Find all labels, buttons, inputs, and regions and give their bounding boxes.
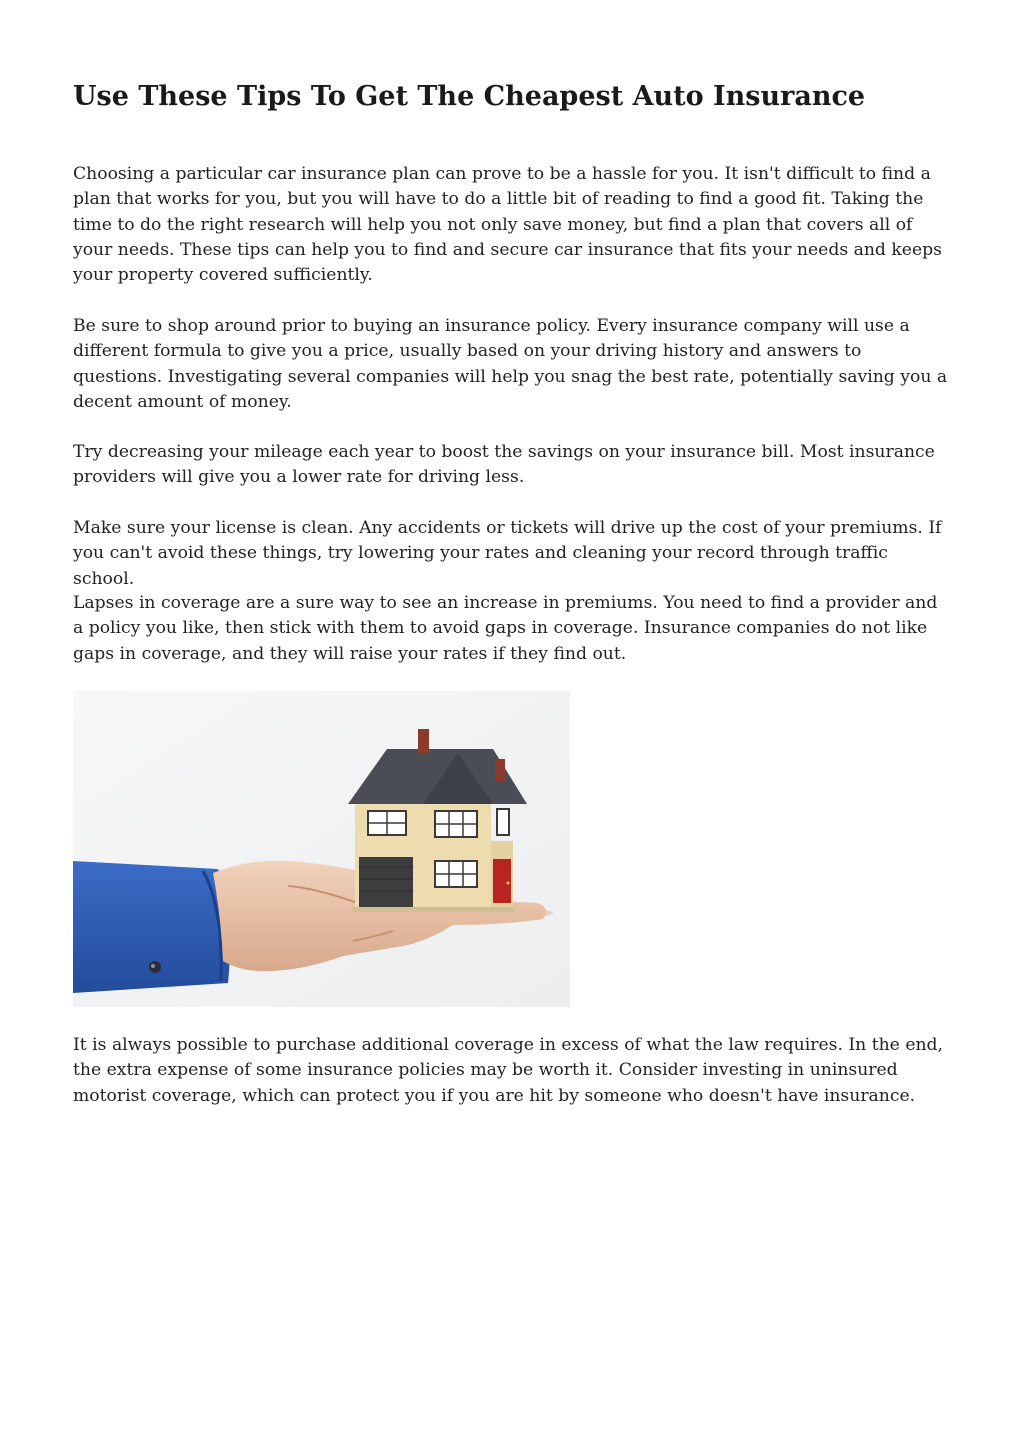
paragraph: It is always possible to purchase additional coverage in excess of what the law requires. In the end, the extra expense of some insurance policies may be worth it. Consider investing in uninsured motorist coverage, which can protect you if you are hit by someone who doesn't have insurance. <box>73 1035 944 1106</box>
paragraph: Make sure your license is clean. Any accidents or tickets will drive up the cost of your premiums. If you can't avoid these things, try lowering your rates and cleaning your record through traffic school. <box>73 518 942 589</box>
paragraph: Be sure to shop around prior to buying an insurance policy. Every insurance company will use a different formula to give you a price, usually based on your driving history and answers to questions. Investigating several companies will help you snag the best rate, potentially saving you a decent amount of money. <box>73 316 948 412</box>
paragraph: Lapses in coverage are a sure way to see an increase in premiums. You need to find a provider and a policy you like, then stick with them to avoid gaps in coverage. Insurance companies do not like gaps in coverage, and they will raise your rates if they find out. <box>73 593 938 664</box>
paragraph: Choosing a particular car insurance plan can prove to be a hassle for you. It isn't difficult to find a plan that works for you, but you will have to do a little bit of reading to find a good fit. Taking the time to do the right research will help you not only save money, but find a plan that covers all of your needs. These tips can help you to find and secure car insurance that fits your needs and keeps your property covered sufficiently. <box>73 164 942 286</box>
hand-holding-house-image <box>73 691 570 1007</box>
page-title: Use These Tips To Get The Cheapest Auto Insurance <box>73 81 866 112</box>
paragraph: Try decreasing your mileage each year to boost the savings on your insurance bill. Most insurance providers will give you a lower rate for driving less. <box>73 442 935 488</box>
